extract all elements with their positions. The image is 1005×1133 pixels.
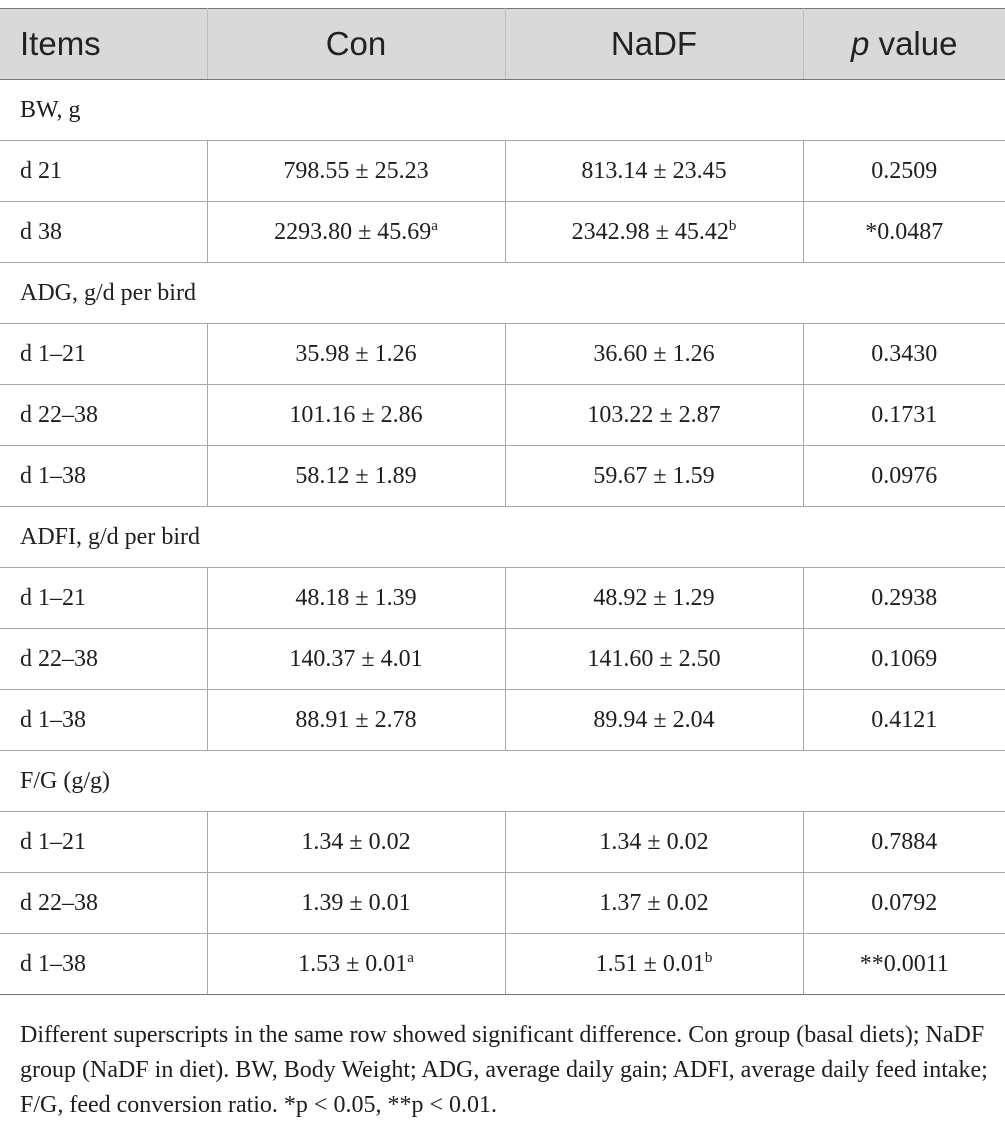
cell-con-value: 48.18 ± 1.39 (295, 584, 417, 611)
cell-con (207, 568, 505, 629)
cell-nadf-value: 1.34 ± 0.02 (599, 828, 709, 855)
cell-nadf (505, 324, 803, 385)
cell-nadf (505, 446, 803, 507)
header-items: Items (0, 9, 207, 80)
cell-item: d 1–38 (0, 446, 207, 507)
cell-con (207, 629, 505, 690)
cell-item: d 38 (0, 202, 207, 263)
cell-con (207, 690, 505, 751)
group-title: F/G (g/g) (0, 751, 1005, 812)
header-p-symbol: p (851, 25, 870, 62)
cell-item: d 1–21 (0, 812, 207, 873)
cell-nadf-value: 48.92 ± 1.29 (593, 584, 715, 611)
cell-p-value: 0.1731 (803, 385, 1005, 446)
cell-con-value: 140.37 ± 4.01 (289, 645, 423, 672)
table-row (0, 446, 1005, 507)
table-row (0, 812, 1005, 873)
table-row (0, 141, 1005, 202)
cell-con (207, 446, 505, 507)
cell-item: d 1–21 (0, 324, 207, 385)
cell-con (207, 141, 505, 202)
cell-p-value: 0.7884 (803, 812, 1005, 873)
cell-con-value: 35.98 ± 1.26 (295, 340, 417, 367)
cell-nadf-value: 36.60 ± 1.26 (593, 340, 715, 367)
cell-p-value: 0.0976 (803, 446, 1005, 507)
cell-nadf-value: 813.14 ± 23.45 (581, 157, 727, 184)
table-row (0, 202, 1005, 263)
cell-item: d 22–38 (0, 629, 207, 690)
cell-con-value: 1.34 ± 0.02 (301, 828, 411, 855)
cell-p-value: 0.4121 (803, 690, 1005, 751)
performance-table (0, 8, 1005, 995)
cell-con-superscript: a (407, 949, 414, 966)
cell-nadf-value: 1.37 ± 0.02 (599, 889, 709, 916)
group-row (0, 507, 1005, 568)
cell-p-value: 0.2509 (803, 141, 1005, 202)
cell-item: d 21 (0, 141, 207, 202)
table-row (0, 934, 1005, 995)
cell-con (207, 324, 505, 385)
cell-nadf-superscript: b (704, 949, 713, 966)
cell-con (207, 934, 505, 995)
table-row (0, 873, 1005, 934)
cell-con-value: 88.91 ± 2.78 (295, 706, 417, 733)
group-row (0, 751, 1005, 812)
table-row (0, 629, 1005, 690)
cell-nadf-value: 59.67 ± 1.59 (593, 462, 715, 489)
cell-con-superscript: a (431, 217, 438, 234)
cell-nadf (505, 202, 803, 263)
cell-nadf (505, 690, 803, 751)
cell-nadf (505, 812, 803, 873)
header-value-word: value (878, 25, 958, 62)
table-row (0, 385, 1005, 446)
cell-nadf (505, 385, 803, 446)
cell-con-value: 1.53 ± 0.01 (298, 950, 408, 977)
table-row (0, 690, 1005, 751)
table-row (0, 568, 1005, 629)
header-p-value (803, 9, 1005, 80)
group-title: ADFI, g/d per bird (0, 507, 1005, 568)
cell-p-value: 0.0792 (803, 873, 1005, 934)
cell-nadf (505, 629, 803, 690)
group-row (0, 263, 1005, 324)
group-row (0, 80, 1005, 141)
cell-p-value: 0.3430 (803, 324, 1005, 385)
cell-con (207, 385, 505, 446)
cell-item: d 22–38 (0, 385, 207, 446)
group-title: ADG, g/d per bird (0, 263, 1005, 324)
cell-con (207, 202, 505, 263)
cell-p-value: 0.1069 (803, 629, 1005, 690)
header-con: Con (207, 9, 505, 80)
cell-nadf-value: 1.51 ± 0.01 (595, 950, 705, 977)
cell-con-value: 101.16 ± 2.86 (289, 401, 423, 428)
cell-p-value: 0.2938 (803, 568, 1005, 629)
cell-item: d 1–38 (0, 690, 207, 751)
cell-con-value: 58.12 ± 1.89 (295, 462, 417, 489)
cell-nadf-value: 89.94 ± 2.04 (593, 706, 715, 733)
cell-item: d 22–38 (0, 873, 207, 934)
cell-con (207, 873, 505, 934)
cell-nadf (505, 141, 803, 202)
header-nadf: NaDF (505, 9, 803, 80)
table-body (0, 80, 1005, 995)
cell-nadf-value: 2342.98 ± 45.42 (571, 218, 729, 245)
cell-con-value: 2293.80 ± 45.69 (274, 218, 432, 245)
cell-p-value: **0.0011 (803, 934, 1005, 995)
cell-con-value: 1.39 ± 0.01 (301, 889, 411, 916)
table-row (0, 324, 1005, 385)
cell-item: d 1–38 (0, 934, 207, 995)
header-row (0, 9, 1005, 80)
cell-con (207, 812, 505, 873)
cell-nadf-value: 141.60 ± 2.50 (587, 645, 721, 672)
group-title: BW, g (0, 80, 1005, 141)
cell-p-value: *0.0487 (803, 202, 1005, 263)
cell-item: d 1–21 (0, 568, 207, 629)
table-footnote: Different superscripts in the same row showed significant difference. Con group (basal diets); NaDF group (NaDF in diet). BW, Body Weight; ADG, average daily gain; ADFI, average daily feed intake; F/G, feed conversion ratio. *p < 0.05, **p < 0.01. (20, 1022, 988, 1118)
cell-nadf (505, 873, 803, 934)
cell-con-value: 798.55 ± 25.23 (283, 157, 429, 184)
cell-nadf (505, 934, 803, 995)
cell-nadf-value: 103.22 ± 2.87 (587, 401, 721, 428)
cell-nadf (505, 568, 803, 629)
cell-nadf-superscript: b (728, 217, 737, 234)
